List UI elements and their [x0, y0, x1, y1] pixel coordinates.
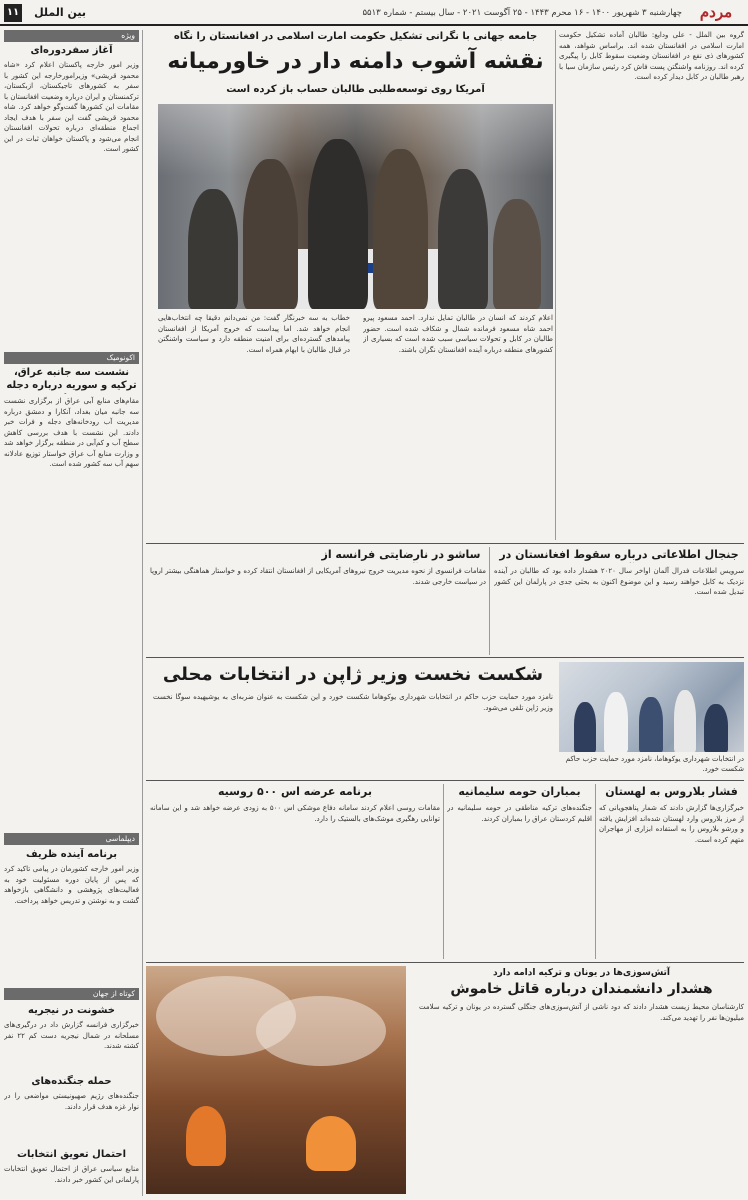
newspaper-logo: مردم: [699, 3, 733, 21]
france-text: مقامات فرانسوی از نحوه مدیریت خروج نیروهای آمریکایی از افغانستان انتقاد کرده و خواستار هماهنگی بیشتر اروپا در سیاست خارجی شدند.: [150, 567, 486, 586]
story-title-iraq-election: احتمال تعویق انتخابات: [16, 1149, 127, 1160]
france-title: ساشو در نارضایتی فرانسه از: [321, 548, 481, 561]
story-text-zarif: وزیر امور خارجه کشورمان در پیامی تاکید کرد که پس از پایان دوره مسئولیت خود به فعالیت‌های پژوهشی و دانشگاهی بازخواهد گشت و به نوشتن و تدریس خواهد پرداخت.: [4, 865, 139, 905]
taliban-photo: [158, 104, 553, 309]
story-title-nigeria: خشونت در نیجریه: [28, 1005, 115, 1016]
turkey-title: بمباران حومه سلیمانیه: [458, 785, 581, 798]
story-text-gaza: جنگنده‌های رژیم صهیونیستی مواضعی را در نوار غزه هدف قرار دادند.: [4, 1092, 139, 1111]
section-rule: [146, 962, 744, 963]
main-story-body-right: گروه بین الملل - علی ودایع: طالبان آماده تشکیل حکومت امارت اسلامی در افغانستان شده اند. براساس شواهد، همه کشورهای ذی نفع در افغانستان وضعیت سقوط کابل را پیگیری کرده اند. روزنامه واشنگتن پست فاش کرد رئیس سازمان سیا با رهبر طالبان در کابل دیدار کرده است.: [559, 31, 744, 81]
label-world-briefs: کوتاه از جهان: [4, 988, 139, 1000]
column-divider: [555, 30, 556, 540]
masthead: [0, 0, 748, 26]
issue-info: چهارشنبه ۳ شهریور ۱۴۰۰ - ۱۶ محرم ۱۴۴۳ - ۲۵ آگوست ۲۰۲۱ - سال بیستم - شماره ۵۵۱۳: [362, 8, 682, 18]
wildfire-photo: [146, 966, 406, 1194]
russia-text: مقامات روسی اعلام کردند سامانه دفاع موشکی اس ۵۰۰ به زودی عرضه خواهد شد و این سامانه توانایی رهگیری موشک‌های بالستیک را دارد.: [150, 804, 440, 823]
section-rule: [146, 657, 744, 658]
section-rule: [146, 543, 744, 544]
column-divider: [489, 547, 490, 655]
story-title-zarif: برنامه آینده ظریف: [26, 849, 117, 860]
label-diplomacy: دیپلماسی: [4, 833, 139, 845]
story-title-rivers: نشست سه جانبه عراق، ترکیه و سوریه درباره دجله: [6, 367, 137, 391]
main-subhead: آمریکا روی توسعه‌طلبی طالبان حساب باز کرده است: [226, 84, 485, 95]
label-economic: اکونومیک: [4, 352, 139, 364]
fires-text: کارشناسان محیط زیست هشدار دادند که دود ناشی از آتش‌سوزی‌های جنگلی گسترده در یونان و ترکیه سلامت میلیون‌ها نفر را تهدید می‌کند.: [419, 1003, 744, 1022]
section-name: بین الملل: [34, 6, 86, 19]
japan-text: نامزد مورد حمایت حزب حاکم در انتخابات شهرداری یوکوهاما شکست خورد و این شکست به عنوان ضربه‌ای به یوشیهیده سوگا نخست وزیر ژاپن تلقی می‌شود.: [153, 693, 553, 712]
main-kicker: جامعه جهانی با نگرانی تشکیل حکومت امارت اسلامی در افغانستان را نگاه: [173, 31, 538, 42]
story-text-rivers: مقام‌های منابع آبی عراق از برگزاری نشست سه جانبه میان بغداد، آنکارا و دمشق درباره مدیریت آب رودخانه‌های دجله و فرات خبر دادند. این نشست با هدف بررسی کاهش سطح آب و کم‌آبی در منطقه برگزار خواهد شد و وزارت منابع آب عراق خواستار توزیع عادلانه سهم آب سه کشور شده است.: [4, 397, 139, 468]
story-text-iraq-election: منابع سیاسی عراق از احتمال تعویق انتخابات پارلمانی این کشور خبر دادند.: [4, 1165, 139, 1184]
tokyo-photo: [559, 662, 744, 752]
column-divider: [142, 30, 143, 1196]
main-story-body-mid: اعلام کردند که انسان در طالبان تمایل ندارد. احمد مسعود پیرو احمد شاه مسعود فرمانده شمال و شکاف شده است. حضور طالبان در کابل و تحولات سیاسی سبب شده است که بسیاری از کشورهای منطقه درباره آینده افغانستان نگران باشند.: [363, 314, 553, 354]
sidebar-column: [4, 30, 139, 1198]
tokyo-caption: در انتخابات شهرداری یوکوهاما، نامزد مورد حمایت حزب حاکم شکست خورد.: [565, 755, 744, 773]
russia-title: برنامه عرضه اس ۵۰۰ روسیه: [218, 785, 372, 798]
story-text-nigeria: خبرگزاری فرانسه گزارش داد در درگیری‌های مسلحانه در شمال نیجریه دست کم ۲۲ نفر کشته شدند.: [4, 1021, 139, 1050]
turkey-text: جنگنده‌های ترکیه مناطقی در حومه سلیمانیه در اقلیم کردستان عراق را بمباران کردند.: [447, 804, 592, 823]
column-divider: [443, 784, 444, 959]
section-rule: [146, 780, 744, 781]
main-headline: نقشه آشوب دامنه دار در خاورمیانه: [167, 49, 544, 74]
belarus-text: خبرگزاری‌ها گزارش دادند که شمار پناهجویانی که از مرز بلاروس وارد لهستان شده‌اند افزایش یافته و ورشو بلاروس را به استفاده ابزاری از مهاجران متهم کرده است.: [599, 804, 744, 844]
fires-title: هشدار دانشمندان درباره قاتل خاموش: [450, 981, 713, 997]
germany-title: جنجال اطلاعاتی درباره سقوط افغانستان در: [499, 548, 739, 561]
story-text-pakistan: وزیر امور خارجه پاکستان اعلام کرد «شاه محمود قریشی» وزیرامورخارجه این کشور با سفر به کشورهای تاجیکستان، ازبکستان، ترکمنستان و ایران درباره وضعیت افغانستان با مقامات این کشورها گفت‌وگو خواهد کرد. شاه محمود قریشی گفت این سفر با هدف ایجاد اجماع منطقه‌ای درباره تحولات افغانستان انجام می‌شود و پاکستان خواهان ثبات در این کشور است.: [4, 61, 139, 153]
belarus-title: فشار بلاروس به لهستان: [605, 785, 738, 798]
main-story-body-left: خطاب به سه خبرنگار گفت: من نمی‌دانم دقیقا چه انتخاب‌هایی انجام خواهد شد. اما پیداست که خروج آمریکا از افغانستان پیامدهای گسترده‌ای برای امنیت منطقه دارد و سیاست واشنگتن در قبال طالبان با ابهام همراه است.: [158, 314, 350, 354]
fires-kicker: آتش‌سوزی‌ها در یونان و ترکیه ادامه دارد: [492, 968, 671, 978]
story-title-gaza: حمله جنگنده‌های: [31, 1076, 112, 1087]
page-number: ۱۱: [4, 4, 22, 22]
germany-text: سرویس اطلاعات فدرال آلمان اواخر سال ۲۰۲۰ هشدار داده بود که طالبان در آینده نزدیک به کابل خواهند رسید و این موضوع اکنون به بحثی جدی در پارلمان این کشور تبدیل شده است.: [494, 567, 744, 596]
label-special: ویژه: [4, 30, 139, 42]
story-title-pakistan: آغاز سفردوره‌ای: [30, 45, 113, 56]
japan-title: شکست نخست وزیر ژاپن در انتخابات محلی: [162, 664, 544, 685]
column-divider: [595, 784, 596, 959]
